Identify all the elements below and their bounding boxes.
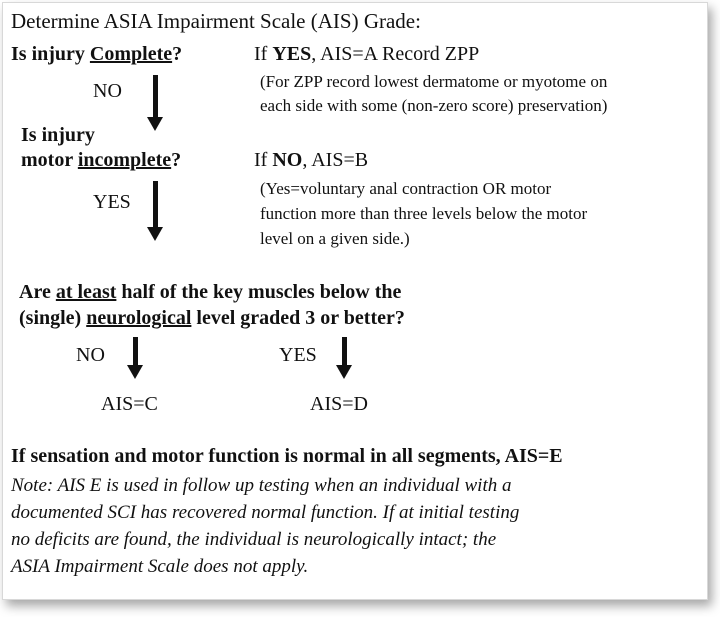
branch-label-no: NO <box>76 344 105 366</box>
branch-label-yes: YES <box>93 191 131 213</box>
result-ais-d: AIS=D <box>310 393 368 415</box>
outcome-ais-a-if: If <box>254 43 273 65</box>
question-key-muscles-line2-prefix: (single) <box>19 307 87 329</box>
zpp-note-line2: each side with some (non-zero score) preservation) <box>260 96 608 115</box>
question-motor-incomplete-prefix: motor <box>21 149 78 171</box>
question-key-muscles-prefix: Are <box>19 281 56 303</box>
question-key-muscles-suffix: half of the key muscles below the <box>116 281 402 303</box>
ais-e-note-line1: Note: AIS E is used in follow up testing when an individual with a <box>11 475 512 496</box>
question-motor-incomplete-keyword: incomplete <box>77 149 172 171</box>
zpp-note-line1: (For ZPP record lowest dermatome or myotome on <box>260 72 608 91</box>
outcome-ais-a-result: , AIS=A Record ZPP <box>311 43 480 65</box>
outcome-ais-a <box>254 43 479 66</box>
motor-note-line1: (Yes=voluntary anal contraction OR motor <box>260 179 552 198</box>
motor-note-line3: level on a given side.) <box>260 229 410 248</box>
question-key-muscles-line2 <box>19 307 405 330</box>
question-key-muscles-line1 <box>19 281 401 304</box>
question-complete-prefix: Is injury <box>11 43 90 65</box>
question-key-muscles-line2-keyword: neurological <box>86 307 192 329</box>
question-complete <box>11 43 182 66</box>
outcome-ais-e: If sensation and motor function is normal in all segments, AIS=E <box>11 445 563 467</box>
outcome-ais-b <box>254 149 368 172</box>
branch-label-no: NO <box>93 80 122 102</box>
question-motor-incomplete-line1: Is injury <box>21 124 95 146</box>
question-key-muscles-line2-suffix: level graded 3 or better? <box>191 307 405 329</box>
outcome-ais-b-if: If <box>254 149 273 171</box>
ais-e-note-line2: documented SCI has recovered normal function. If at initial testing <box>11 502 520 523</box>
question-motor-incomplete <box>21 149 181 172</box>
question-motor-incomplete-suffix: ? <box>171 149 182 171</box>
outcome-ais-b-condition: NO <box>272 149 303 171</box>
question-complete-keyword: Complete <box>89 43 173 65</box>
ais-e-note-line4: ASIA Impairment Scale does not apply. <box>11 556 309 577</box>
question-complete-suffix: ? <box>172 43 183 65</box>
outcome-ais-a-condition: YES <box>272 43 312 65</box>
branch-label-yes: YES <box>279 344 317 366</box>
question-key-muscles-keyword: at least <box>55 281 117 303</box>
page-title: Determine ASIA Impairment Scale (AIS) Grade: <box>11 9 421 33</box>
ais-e-note-line3: no deficits are found, the individual is neurologically intact; the <box>11 529 497 550</box>
ais-grade-card <box>2 2 708 600</box>
motor-note-line2: function more than three levels below the motor <box>260 204 588 223</box>
result-ais-c: AIS=C <box>101 393 158 415</box>
outcome-ais-b-result: , AIS=B <box>302 149 369 171</box>
